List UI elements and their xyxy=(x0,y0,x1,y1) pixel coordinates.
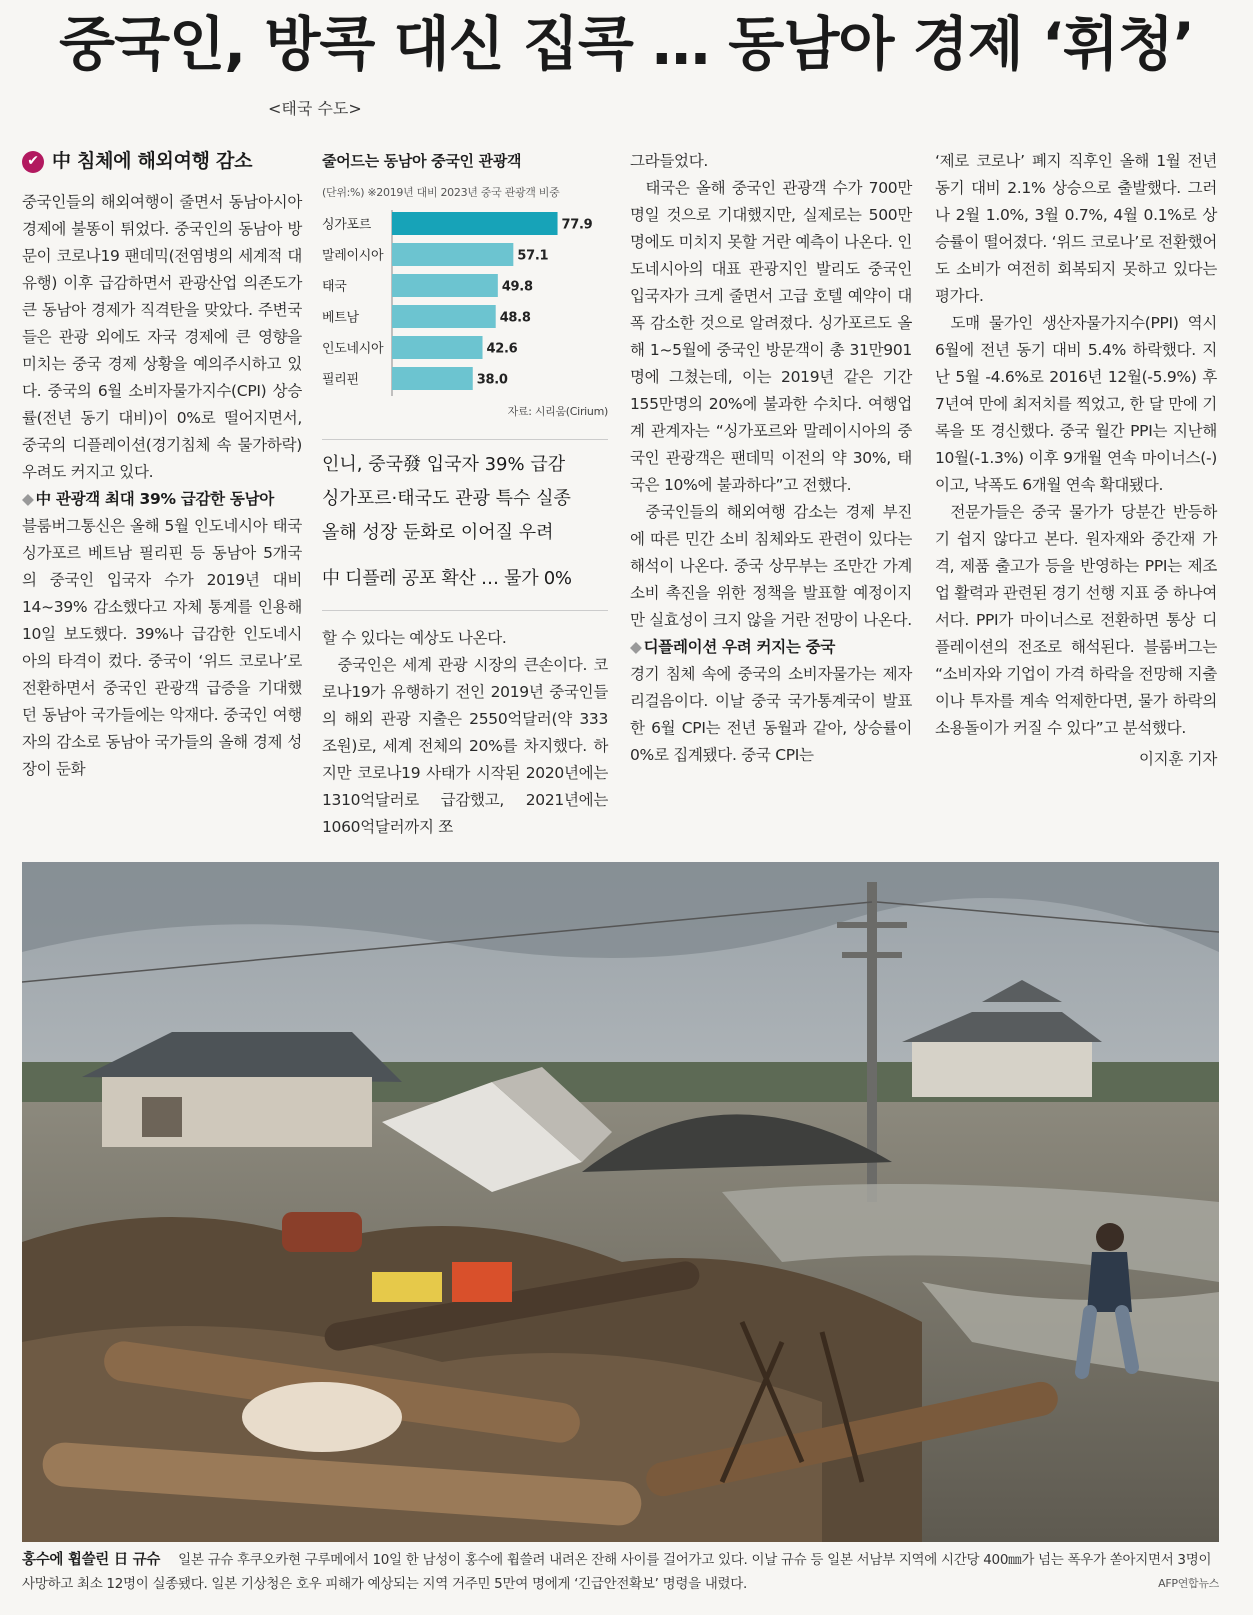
flood-photo-illustration xyxy=(22,862,1219,1542)
chart-bar xyxy=(392,212,558,235)
paragraph: 중국인들의 해외여행이 줄면서 동남아시아 경제에 불똥이 튀었다. 중국인의 동남아 방문이 코로나19 팬데믹(전염병의 세계적 대유행) 이후 급감하면서 관광산업 의존도가 큰 동남아 경제가 직격탄을 맞았다. 주변국들은 관광 외에도 자국 경제에 큰 영향을 미치는 중국 경제 상황을 예의주시하고 있다. 중국의 6월 소비자물가지수(CPI) 상승률(전년 동기 대비)이 0%로 떨어지면서, 중국의 디플레이션(경기침체 속 물가하락) 우려도 커지고 있다. xyxy=(22,193,302,481)
deck-line: 인니, 중국發 입국자 39% 급감 xyxy=(322,454,566,475)
headline: 중국인, 방콕 대신 집콕 … 동남아 경제 ‘휘청’ xyxy=(59,10,1194,78)
subheading xyxy=(22,486,302,513)
paragraph: 할 수 있다는 예상도 나온다. xyxy=(322,629,507,647)
kicker-label: <태국 수도> xyxy=(268,99,362,118)
deck-headlines xyxy=(322,439,608,550)
chart-value-label: 77.9 xyxy=(561,217,593,233)
chart-value-label: 57.1 xyxy=(517,248,549,264)
subheading-text: 디플레이션 우려 커지는 중국 xyxy=(643,638,835,656)
paragraph: 태국은 올해 중국인 관광객 수가 700만 명일 것으로 기대했지만, 실제로는 500만 명에도 미치지 못할 거란 예측이 나온다. 인도네시아의 대표 관광지인 발리도 중국인 입국자가 크게 줄면서 고급 호텔 예약이 대폭 감소한 것으로 알려졌다. 싱가포르도 올해 1~5월에 중국인 방문객이 총 31만901명에 그쳤는데, 이는 2019년 같은 기간 155만명의 20%에 불과한 수치다. 여행업계 관계자는 “싱가포르와 말레이시아의 중국인 관광객은 팬데믹 이전의 약 30%, 태국은 10%에 불과하다”고 전했다. xyxy=(630,179,912,494)
chart-bar xyxy=(392,336,483,359)
paragraph: 전문가들은 중국 물가가 당분간 반등하기 쉽지 않다고 본다. 원자재와 중간재 가격, 제품 출고가 등을 반영하는 PPI는 제조업 활력과 관련된 경기 선행 지표 중 하나여서다. PPI가 마이너스로 전환하면 통상 디플레이션의 전조로 해석된다. 블룸버그는 “소비자와 기업이 가격 하락을 전망해 지출이나 투자를 계속 억제한다면, 물가 하락의 소용돌이가 커질 수 있다”고 분석했다. xyxy=(935,503,1217,737)
check-icon: ✔ xyxy=(22,151,44,173)
chart-title: 줄어드는 동남아 중국인 관광객 xyxy=(322,152,522,170)
article-column-4 xyxy=(935,148,1217,773)
subheading-text: 中 관광객 최대 39% 급감한 동남아 xyxy=(35,490,274,508)
paragraph: 블룸버그통신은 올해 5월 인도네시아 태국 싱가포르 베트남 필리핀 등 동남아 5개국의 중국인 입국자 수가 2019년 대비 14~39% 감소했다고 자체 통계를 인용해 10일 보도했다. 39%나 급감한 인도네시아의 타격이 컸다. 중국이 ‘위드 코로나’로 전환하면서 중국인 관광객 급증을 기대했던 동남아 국가들에는 악재다. 중국인 여행자의 감소로 동남아 국가들의 올해 경제 성장이 둔화 xyxy=(22,517,302,778)
news-photo xyxy=(22,862,1219,1542)
article-column-3 xyxy=(630,148,912,769)
chart-bar xyxy=(392,274,498,297)
section-heading-text: 中 침체에 해외여행 감소 xyxy=(52,150,253,172)
deck-headline-2: 中 디플레 공포 확산 … 물가 0% xyxy=(322,562,608,611)
chart-category-label: 인도네시아 xyxy=(322,341,384,357)
paragraph: 그라들었다. xyxy=(630,152,708,170)
paragraph: 도매 물가인 생산자물가지수(PPI) 역시 6월에 전년 동기 대비 5.4% 하락했다. 지난 5월 -4.6%로 2016년 12월(-5.9%) 후 7년여 만에 최저치를 찍었고, 한 달 만에 기록을 또 경신했다. 중국 월간 PPI는 지난해 10월(-1.3%) 이후 9개월 연속 마이너스(-)이고, 낙폭도 6개월 연속 확대됐다. xyxy=(935,314,1217,494)
chart-unit-note: (단위:%) ※2019년 대비 2023년 중국 관광객 비중 xyxy=(322,186,560,199)
photo-credit: AFP연합뉴스 xyxy=(1158,1577,1219,1590)
deck-line: 올해 성장 둔화로 이어질 우려 xyxy=(322,522,554,543)
chart-plot xyxy=(322,210,608,400)
diamond-icon: ◆ xyxy=(630,638,642,656)
paragraph: ‘제로 코로나’ 폐지 직후인 올해 1월 전년 동기 대비 2.1% 상승으로 출발했다. 그러나 2월 1.0%, 3월 0.7%, 4월 0.1%로 상승률이 떨어졌다. ‘위드 코로나’로 전환했어도 소비가 여전히 회복되지 못하고 있다는 평가다. xyxy=(935,152,1217,305)
chart-value-label: 49.8 xyxy=(501,279,533,295)
article-column-1 xyxy=(22,148,302,783)
chart-category-label: 말레이시아 xyxy=(322,248,384,264)
paragraph: 중국인들의 해외여행 감소는 경제 부진에 따른 민간 소비 침체와도 관련이 있다는 해석이 나온다. 중국 상무부는 조만간 가계 소비 촉진을 위한 정책을 발표할 예정이지만 실효성이 크지 않을 거란 전망이 나온다. xyxy=(630,503,912,629)
article-column-2 xyxy=(322,148,608,841)
section-heading xyxy=(22,148,302,175)
deck-line: 싱가포르·태국도 관광 특수 실종 xyxy=(322,488,571,509)
chart-category-label: 필리핀 xyxy=(322,372,359,388)
paragraph: 경기 침체 속에 중국의 소비자물가는 제자리걸음이다. 이날 중국 국가통계국이 발표한 6월 CPI는 전년 동월과 같아, 상승률이 0%로 집계됐다. 중국 CPI는 xyxy=(630,665,912,764)
byline: 이지훈 기자 xyxy=(1139,750,1217,768)
chart-value-label: 48.8 xyxy=(499,310,531,326)
caption-text: 일본 규슈 후쿠오카현 구루메에서 10일 한 남성이 홍수에 휩쓸려 내려온 잔해 사이를 걸어가고 있다. 이날 규슈 등 일본 서남부 지역에 시간당 400㎜가 넘는 폭우가 쏟아지면서 3명이 사망하고 최소 12명이 실종됐다. 일본 기상청은 호우 피해가 예상되는 지역 거주민 5만여 명에게 ‘긴급안전확보’ 명령을 내렸다. xyxy=(22,1552,1212,1592)
diamond-icon: ◆ xyxy=(22,490,34,508)
chart xyxy=(322,148,608,425)
caption-title: 홍수에 휩쓸린 日 규슈 xyxy=(22,1552,161,1568)
chart-value-label: 38.0 xyxy=(476,372,508,388)
chart-bar xyxy=(392,367,473,390)
chart-value-label: 42.6 xyxy=(486,341,518,357)
chart-category-label: 태국 xyxy=(322,279,347,295)
photo-caption xyxy=(22,1548,1219,1596)
paragraph: 중국인은 세계 관광 시장의 큰손이다. 코로나19가 유행하기 전인 2019년 중국인들의 해외 관광 지출은 2550억달러(약 333조원)로, 세계 전체의 20%를 차지했다. 하지만 코로나19 사태가 시작된 2020년에는 1310억달러로 급감했고, 2021년에는 1060억달러까지 쪼 xyxy=(322,656,608,836)
chart-bar xyxy=(392,305,496,328)
chart-category-label: 베트남 xyxy=(322,310,359,326)
chart-source: 자료: 시리움(Cirium) xyxy=(507,405,608,418)
chart-bar xyxy=(392,243,513,266)
subheading xyxy=(630,634,912,661)
chart-category-label: 싱가포르 xyxy=(322,217,372,233)
